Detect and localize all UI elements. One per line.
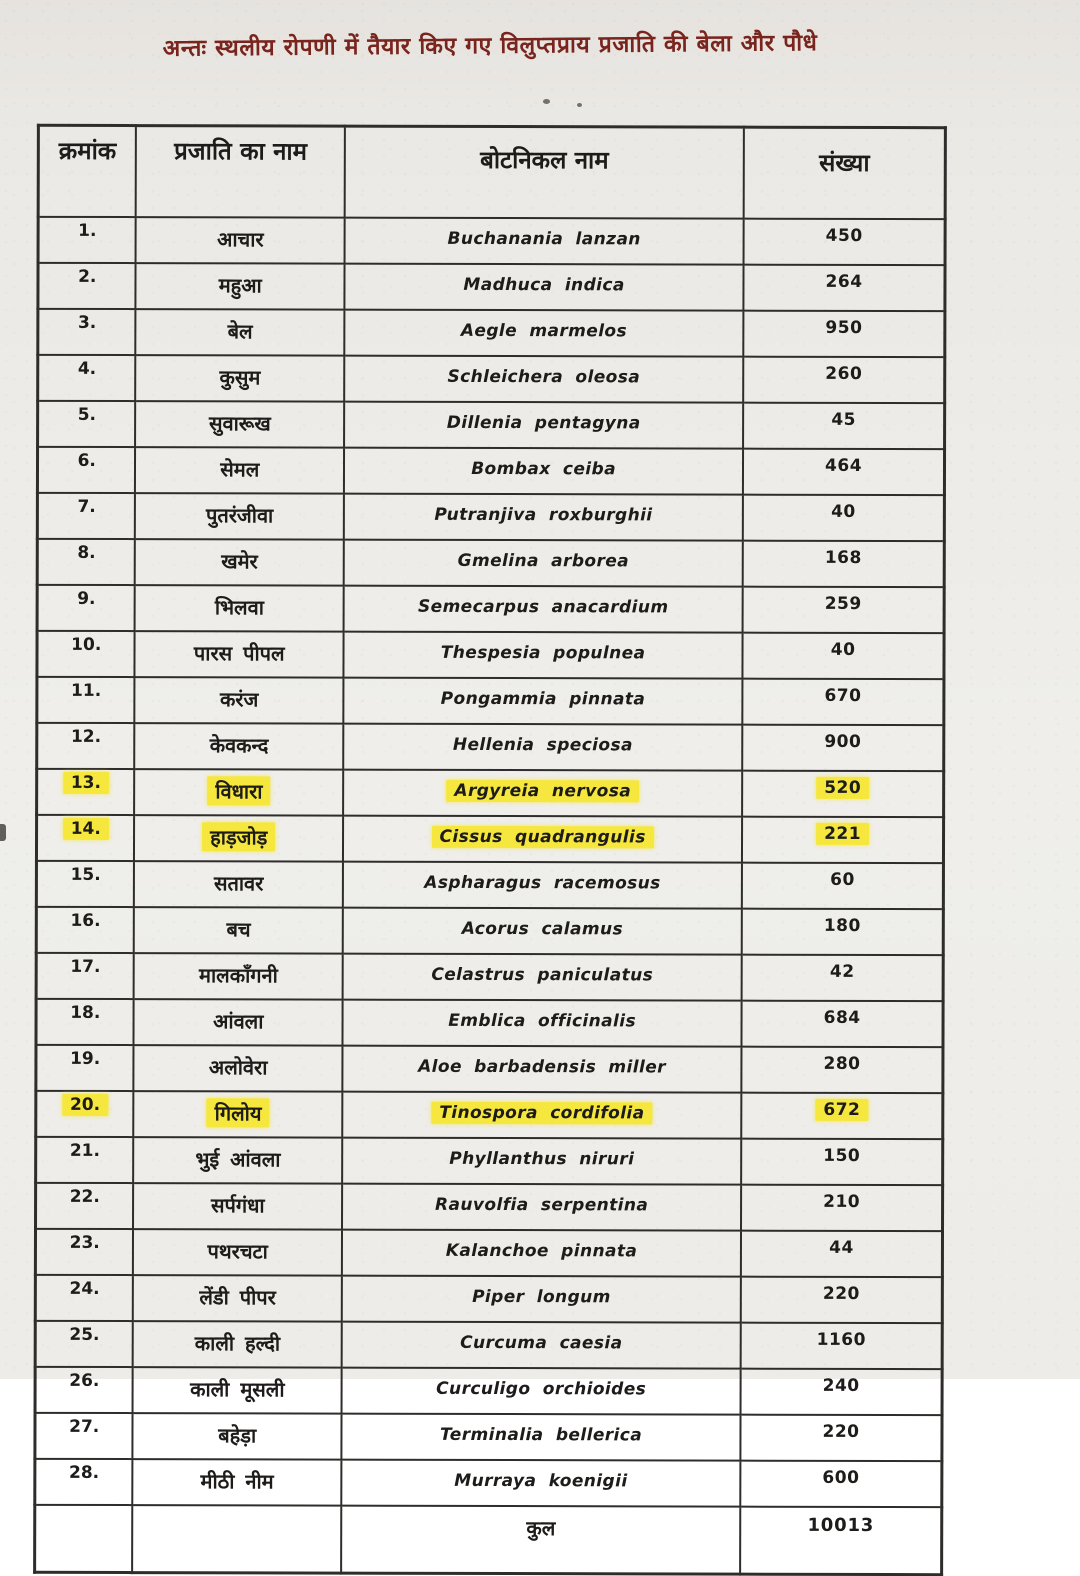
botanical-cell: Schleichera oleosa <box>344 356 743 403</box>
scan-artifact <box>543 99 550 104</box>
count-cell: 240 <box>741 1369 942 1416</box>
scan-artifact <box>577 103 582 107</box>
botanical-cell: Terminalia bellerica <box>341 1414 740 1461</box>
botanical-cell: Buchanania lanzan <box>345 218 744 265</box>
count-cell: 520 <box>742 771 943 818</box>
species-cell: कुसुम <box>136 355 345 402</box>
botanical-cell: Curculigo orchioides <box>342 1368 741 1415</box>
species-cell: खमेर <box>135 539 344 586</box>
count-cell: 40 <box>743 633 944 680</box>
table-row <box>36 1183 943 1231</box>
botanical-cell: Semecarpus anacardium <box>344 586 743 633</box>
species-cell: पारस पीपल <box>135 631 344 678</box>
table-row <box>38 217 945 265</box>
serial-cell: 24. <box>35 1275 133 1321</box>
table-row <box>36 1137 943 1185</box>
serial-cell: 12. <box>37 723 135 769</box>
species-cell: बेल <box>136 309 345 356</box>
table-row <box>36 1045 943 1093</box>
serial-cell: 14. <box>36 815 134 861</box>
species-cell: भिलवा <box>135 585 344 632</box>
table-row <box>35 1367 942 1415</box>
count-cell: 670 <box>742 679 943 726</box>
table-row <box>35 1229 942 1277</box>
table-row <box>37 585 944 633</box>
species-cell: महुआ <box>136 263 345 310</box>
species-cell: आचार <box>136 217 345 264</box>
species-cell: पुतरंजीवा <box>135 493 344 540</box>
serial-cell: 22. <box>36 1183 134 1229</box>
table-row <box>37 723 944 771</box>
species-cell: काली हल्दी <box>133 1321 342 1368</box>
botanical-cell: Dillenia pentagyna <box>344 402 743 449</box>
botanical-cell: Pongammia pinnata <box>343 678 742 725</box>
botanical-cell: Hellenia speciosa <box>343 724 742 771</box>
botanical-cell: Murraya koenigii <box>341 1460 740 1507</box>
header-count: संख्या <box>744 127 946 219</box>
species-cell: लेंडी पीपर <box>133 1275 342 1322</box>
header-botanical: बोटनिकल नाम <box>345 126 744 219</box>
count-cell: 464 <box>743 449 944 496</box>
table-row <box>35 1275 942 1323</box>
total-label: कुल <box>341 1506 740 1575</box>
species-cell: अलोवेरा <box>134 1045 343 1092</box>
botanical-cell: Emblica officinalis <box>343 1000 742 1047</box>
count-cell: 259 <box>743 587 944 634</box>
total-empty-serial <box>35 1505 133 1573</box>
table-row <box>38 355 945 403</box>
table-row <box>36 907 943 955</box>
serial-cell: 6. <box>37 447 135 493</box>
serial-cell: 5. <box>38 401 136 447</box>
serial-cell: 21. <box>36 1137 134 1183</box>
table-body <box>35 217 945 1507</box>
table-row <box>36 1091 943 1139</box>
botanical-cell: Curcuma caesia <box>342 1322 741 1369</box>
serial-cell: 9. <box>37 585 135 631</box>
botanical-cell: Rauvolfia serpentina <box>342 1184 741 1231</box>
serial-cell: 10. <box>37 631 135 677</box>
botanical-cell: Gmelina arborea <box>344 540 743 587</box>
table-row <box>38 263 945 311</box>
serial-cell: 8. <box>37 539 135 585</box>
scan-artifact <box>0 824 6 841</box>
species-cell: पथरचटा <box>133 1229 342 1276</box>
total-row <box>35 1505 942 1575</box>
botanical-cell: Celastrus paniculatus <box>343 954 742 1001</box>
botanical-cell: Putranjiva roxburghii <box>344 494 743 541</box>
header-species: प्रजाति का नाम <box>136 126 345 218</box>
table-row <box>37 677 944 725</box>
count-cell: 42 <box>742 955 943 1002</box>
species-cell: सतावर <box>134 861 343 908</box>
table-row <box>35 1321 942 1369</box>
count-cell: 260 <box>743 357 944 404</box>
botanical-cell: Aloe barbadensis miller <box>342 1046 741 1093</box>
count-cell: 40 <box>743 495 944 542</box>
serial-cell: 16. <box>36 907 134 953</box>
count-cell: 210 <box>741 1185 942 1232</box>
total-value: 10013 <box>740 1507 942 1575</box>
serial-cell: 28. <box>35 1459 133 1505</box>
count-cell: 168 <box>743 541 944 588</box>
table-row <box>37 631 944 679</box>
species-cell: आंवला <box>134 999 343 1046</box>
total-empty-species <box>133 1505 342 1573</box>
serial-cell: 3. <box>38 309 136 355</box>
species-table <box>33 124 947 1576</box>
table-row <box>35 1413 942 1461</box>
serial-cell: 17. <box>36 953 134 999</box>
table-row <box>38 401 945 449</box>
species-cell: हाड़जोड़ <box>134 815 343 862</box>
serial-cell: 1. <box>38 217 136 263</box>
species-cell: काली मूसली <box>133 1367 342 1414</box>
serial-cell: 2. <box>38 263 136 309</box>
species-cell: विधारा <box>135 769 344 816</box>
serial-cell: 11. <box>37 677 135 723</box>
species-cell: बच <box>134 907 343 954</box>
table-row <box>38 309 945 357</box>
table-row <box>37 493 944 541</box>
count-cell: 150 <box>741 1139 942 1186</box>
botanical-cell: Cissus quadrangulis <box>343 816 742 863</box>
serial-cell: 26. <box>35 1367 133 1413</box>
serial-cell: 27. <box>35 1413 133 1459</box>
count-cell: 180 <box>742 909 943 956</box>
count-cell: 264 <box>744 265 945 312</box>
count-cell: 280 <box>742 1047 943 1094</box>
species-cell: सर्पगंधा <box>133 1183 342 1230</box>
count-cell: 221 <box>742 817 943 864</box>
table-row <box>37 769 944 817</box>
species-cell: केवकन्द <box>135 723 344 770</box>
species-cell: मीठी नीम <box>133 1459 342 1506</box>
count-cell: 1160 <box>741 1323 942 1370</box>
botanical-cell: Aspharagus racemosus <box>343 862 742 909</box>
serial-cell: 7. <box>37 493 135 539</box>
table-row <box>36 815 943 863</box>
botanical-cell: Tinospora cordifolia <box>342 1092 741 1139</box>
serial-cell: 19. <box>36 1045 134 1091</box>
count-cell: 44 <box>741 1231 942 1278</box>
serial-cell: 20. <box>36 1091 134 1137</box>
serial-cell: 13. <box>37 769 135 815</box>
table-row <box>36 861 943 909</box>
species-cell: भुई आंवला <box>134 1137 343 1184</box>
botanical-cell: Argyreia nervosa <box>343 770 742 817</box>
serial-cell: 25. <box>35 1321 133 1367</box>
botanical-cell: Thespesia populnea <box>344 632 743 679</box>
botanical-cell: Acorus calamus <box>343 908 742 955</box>
table-row <box>36 953 943 1001</box>
table-row <box>35 1459 942 1507</box>
count-cell: 900 <box>742 725 943 772</box>
table-row <box>36 999 943 1047</box>
serial-cell: 15. <box>36 861 134 907</box>
count-cell: 950 <box>743 311 944 358</box>
table-footer <box>35 1505 942 1575</box>
count-cell: 600 <box>740 1461 941 1508</box>
page-title: अन्तः स्थलीय रोपणी में तैयार किए गए विलुप्तप्राय प्रजाति की बेला और पौधे <box>162 30 818 62</box>
species-cell: बहेड़ा <box>133 1413 342 1460</box>
count-cell: 672 <box>741 1093 942 1140</box>
serial-cell: 18. <box>36 999 134 1045</box>
header-row <box>38 125 945 219</box>
botanical-cell: Aegle marmelos <box>344 310 743 357</box>
botanical-cell: Piper longum <box>342 1276 741 1323</box>
count-cell: 220 <box>741 1415 942 1462</box>
table-row <box>37 539 944 587</box>
botanical-cell: Bombax ceiba <box>344 448 743 495</box>
species-cell: सेमल <box>135 447 344 494</box>
botanical-cell: Madhuca indica <box>344 264 743 311</box>
table-header <box>38 125 945 219</box>
species-cell: करंज <box>135 677 344 724</box>
species-cell: गिलोय <box>134 1091 343 1138</box>
serial-cell: 4. <box>38 355 136 401</box>
count-cell: 450 <box>744 219 945 266</box>
count-cell: 684 <box>742 1001 943 1048</box>
species-cell: मालकाँगनी <box>134 953 343 1000</box>
count-cell: 60 <box>742 863 943 910</box>
count-cell: 45 <box>743 403 944 450</box>
header-serial: क्रमांक <box>38 125 136 217</box>
botanical-cell: Kalanchoe pinnata <box>342 1230 741 1277</box>
count-cell: 220 <box>741 1277 942 1324</box>
serial-cell: 23. <box>35 1229 133 1275</box>
botanical-cell: Phyllanthus niruri <box>342 1138 741 1185</box>
species-cell: सुवारूख <box>136 401 345 448</box>
table-row <box>37 447 944 495</box>
